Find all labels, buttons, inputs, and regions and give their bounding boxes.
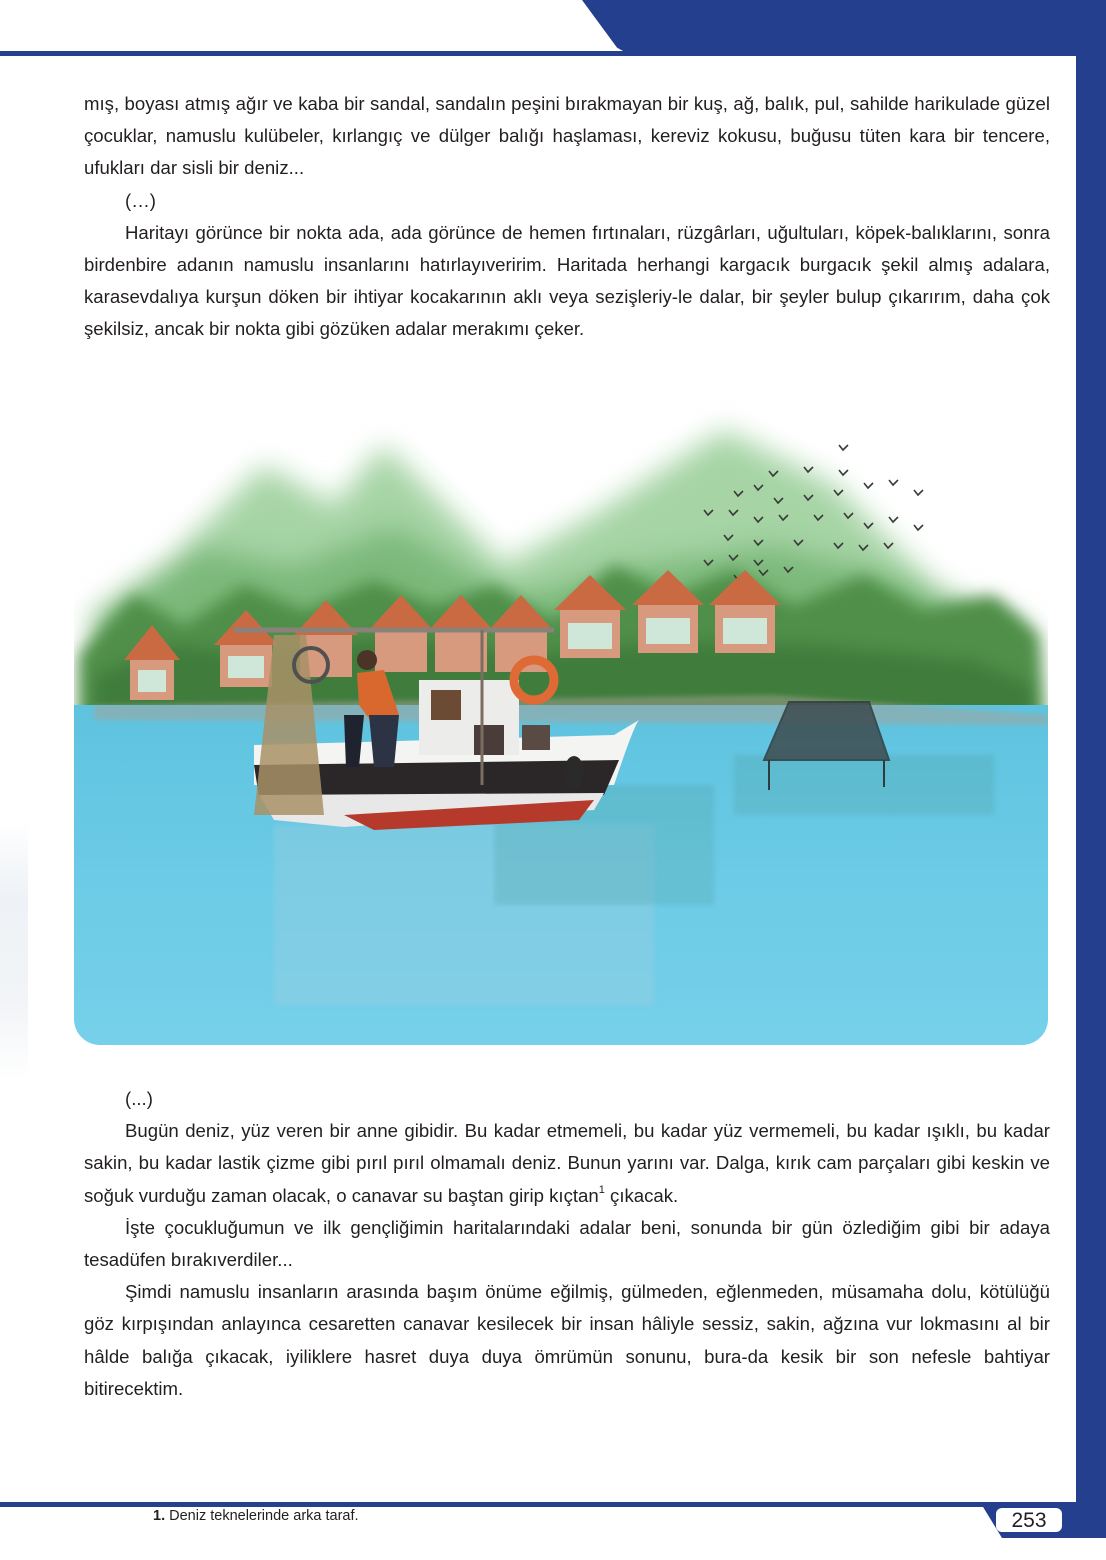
header-tab [582, 0, 1106, 56]
left-edge-bleed [0, 820, 28, 1080]
paragraph-text: Bugün deniz, yüz veren bir anne gibidir. Bu kadar etmemeli, bu kadar yüz vermemeli, bu kadar ışıklı, bu kadar sakin, bu kadar lastik çizme gibi pırıl pırıl olmamalı deniz. Bunun yarını var. Dalga, kırık cam parçaları gibi keskin ve soğuk vurduğu zaman olacak, o canavar su baştan girip kıçtan [84, 1120, 1050, 1206]
ellipsis-paragraph: (…) [125, 189, 156, 211]
paragraph: Şimdi namuslu insanların arasında başım önüme eğilmiş, gülmeden, eğlenmeden, müsamaha dolu, kötülüğü göz kırpışından anlayınca cesaretten canavar kesilecek bir insan hâliyle sessiz, sakin, ağzına vur lokmasını al bir hâlde balığa çıkacak, iyiliklere hasret duya duya ömrümün sonunu, bura-da kesik bir son nefesle bahtiyar bitirecektim. [84, 1281, 1050, 1399]
tire-fender [564, 756, 584, 790]
right-margin-band [1076, 0, 1106, 1502]
paragraph [84, 1115, 1050, 1212]
illustration-fishing-boat [74, 395, 1048, 1045]
paragraph: mış, boyası atmış ağır ve kaba bir sandal, sandalın peşini bırakmayan bir kuş, ağ, balık, pul, sahilde harikulade güzel çocuklar, namuslu kulübeler, kırlangıç ve dülger balığı haşlaması, kereviz kokusu, buğusu tüten kara bir tencere, ufukları dar sisli bir deniz... [84, 93, 1050, 179]
paragraph: Haritayı görünce bir nokta ada, ada görünce de hemen fırtınaları, rüzgârları, uğultuları, köpek-balıklarını, sonra birdenbire adanın namuslu insanlarını hatırlayıveririm. Haritada herhangi kargacık burgacık şekil almış adalara, karasevdalıya kurşun döken bir ihtiyar kocakarının aklı veya sezişleriy-le dalar, bir şeyler bulup çıkarırım, daha çok şekilsiz, ancak bir nokta gibi gözüken adalar merakımı çeker. [84, 221, 1050, 340]
footer-rule [0, 1502, 1106, 1507]
text-block-top [84, 88, 1050, 346]
footnote-number: 1. [153, 1508, 166, 1524]
text-block-bottom [84, 1083, 1050, 1405]
page-number: 253 [996, 1508, 1062, 1532]
footnote [153, 1508, 359, 1524]
footnote-text: Deniz teknelerinde arka taraf. [165, 1508, 359, 1524]
paragraph-text: çıkacak. [604, 1184, 679, 1206]
ellipsis-paragraph: (...) [125, 1088, 153, 1109]
paragraph: İşte çocukluğumun ve ilk gençliğimin haritalarındaki adalar beni, sonunda bir gün özlediğim gibi bir adaya tesadüfen bırakıverdiler... [84, 1216, 1050, 1271]
footnote-ref[interactable]: 1 [598, 1183, 605, 1196]
